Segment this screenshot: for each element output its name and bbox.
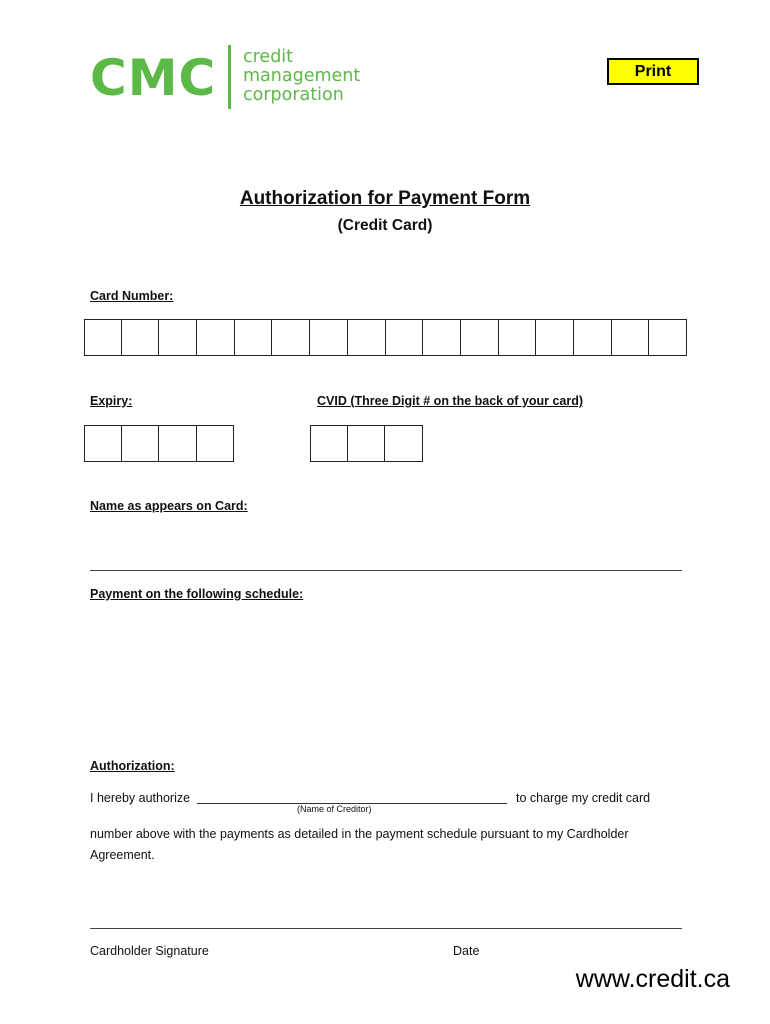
- card-number-box[interactable]: [423, 319, 461, 356]
- card-number-box[interactable]: [386, 319, 424, 356]
- cvid-boxes[interactable]: [310, 425, 423, 462]
- card-number-box[interactable]: [536, 319, 574, 356]
- signature-line[interactable]: [90, 928, 682, 929]
- authorize-prefix: I hereby authorize: [90, 791, 191, 805]
- print-button[interactable]: Print: [607, 58, 699, 85]
- name-on-card-line[interactable]: [90, 570, 682, 571]
- card-number-label: Card Number:: [90, 289, 174, 303]
- cvid-box[interactable]: [385, 425, 423, 462]
- payment-schedule-label: Payment on the following schedule:: [90, 587, 304, 601]
- expiry-box[interactable]: [197, 425, 235, 462]
- card-number-box[interactable]: [122, 319, 160, 356]
- signature-label: Cardholder Signature: [90, 944, 209, 958]
- authorize-body: number above with the payments as detailed in the payment schedule pursuant to my Cardholder Agreement.: [90, 827, 629, 862]
- authorize-suffix: to charge my credit card: [516, 791, 651, 805]
- card-number-box[interactable]: [499, 319, 537, 356]
- date-label: Date: [453, 944, 480, 958]
- creditor-note: (Name of Creditor): [297, 804, 372, 814]
- card-number-box[interactable]: [461, 319, 499, 356]
- logo-mark: CMC: [90, 49, 217, 107]
- cvid-box[interactable]: [310, 425, 348, 462]
- authorization-label: Authorization:: [90, 759, 175, 773]
- form-subtitle: (Credit Card): [337, 217, 433, 234]
- card-number-box[interactable]: [272, 319, 310, 356]
- card-number-box[interactable]: [348, 319, 386, 356]
- card-number-box[interactable]: [235, 319, 273, 356]
- card-number-box[interactable]: [197, 319, 235, 356]
- card-number-box[interactable]: [612, 319, 650, 356]
- website-url[interactable]: www.credit.ca: [575, 965, 730, 993]
- card-number-box[interactable]: [84, 319, 122, 356]
- card-number-boxes[interactable]: [84, 319, 687, 356]
- logo-wordmark: [243, 48, 360, 105]
- expiry-boxes[interactable]: [84, 425, 234, 462]
- logo-divider: [228, 45, 231, 109]
- card-number-box[interactable]: [159, 319, 197, 356]
- logo-line-credit: credit: [243, 47, 294, 67]
- expiry-box[interactable]: [122, 425, 160, 462]
- name-on-card-label: Name as appears on Card:: [90, 499, 248, 513]
- logo-line-corporation: corporation: [243, 85, 344, 105]
- cvid-box[interactable]: [348, 425, 386, 462]
- expiry-label: Expiry:: [90, 394, 133, 408]
- card-number-box[interactable]: [310, 319, 348, 356]
- logo-line-management: management: [243, 66, 361, 86]
- card-number-box[interactable]: [574, 319, 612, 356]
- cvid-label: CVID (Three Digit # on the back of your card): [317, 394, 584, 408]
- form-title: Authorization for Payment Form: [239, 188, 531, 209]
- expiry-box[interactable]: [159, 425, 197, 462]
- card-number-box[interactable]: [649, 319, 687, 356]
- expiry-box[interactable]: [84, 425, 122, 462]
